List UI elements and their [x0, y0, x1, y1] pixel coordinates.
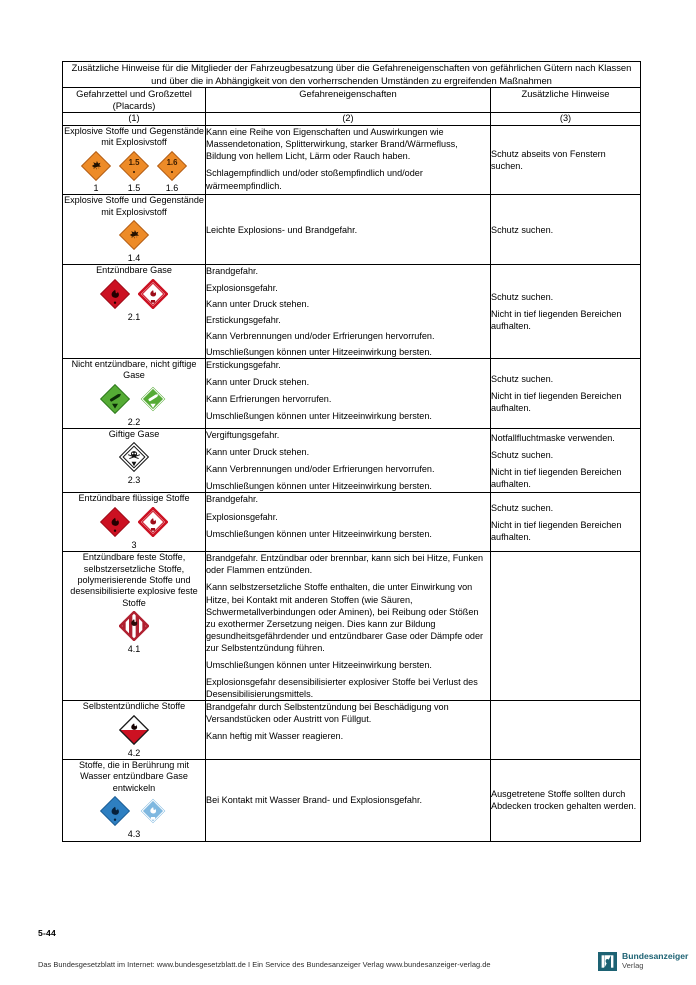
placard-2.1 — [100, 279, 130, 309]
placard-label: 4.3 — [127, 829, 141, 840]
hazard-text: Kann unter Druck stehen. — [206, 447, 310, 458]
page-number: 5-44 — [38, 928, 57, 938]
placard-4.2 — [119, 715, 149, 745]
hazard-text: Erstickungsgefahr. — [206, 314, 281, 325]
hazard-text: Vergiftungsgefahr. — [206, 430, 280, 441]
hazard-text: Schlagempfindlich und/oder stoßempfindlich und/oder wärmeempfindlich. — [206, 168, 423, 191]
note-text: Nicht in tief liegenden Bereichen aufhalten. — [491, 466, 622, 489]
hazard-text: Explosionsgefahr desensibilisierter explosiver Stoffe bei Verlust des Desensibilisierungsmittels. — [206, 677, 478, 700]
placard-label: 1.4 — [127, 252, 141, 263]
note-text: Schutz abseits von Fenstern suchen. — [491, 149, 606, 172]
placard-2.2 — [100, 384, 130, 414]
svg-text:1.5: 1.5 — [128, 157, 140, 167]
note-text: Schutz suchen. — [491, 373, 554, 384]
placard-1.5 — [119, 151, 149, 194]
placard-group — [63, 279, 205, 309]
additional-notes-cell — [491, 265, 641, 359]
hazard-text: Umschließungen können unter Hitzeeinwirkung bersten. — [206, 481, 432, 492]
hazard-text: Kann eine Reihe von Eigenschaften und Auswirkungen wie Massendetonation, Splitterwirkung, starker Brand/Wärmefluss, Bildung von hellem Licht, Lärm oder Rauch haben. — [206, 127, 458, 162]
placard-label: 4.2 — [127, 747, 141, 758]
table-row — [63, 126, 641, 195]
hazard-properties-cell — [206, 701, 491, 760]
hazard-class-name: Stoffe, die in Berührung mit Wasser entzündbare Gase entwickeln — [78, 760, 190, 793]
svg-text:1.6: 1.6 — [166, 157, 178, 167]
placard-2.2 — [138, 384, 168, 414]
placard-label: 3 — [131, 539, 137, 550]
placard-label: 1.5 — [127, 182, 141, 193]
placard-4.3 — [100, 796, 130, 826]
hazard-text: Explosionsgefahr. — [206, 511, 278, 522]
note-text: Nicht in tief liegenden Bereichen aufhalten. — [491, 390, 622, 414]
placard-group — [63, 442, 205, 472]
hazard-class-name: Explosive Stoffe und Gegenstände mit Explosivstoff — [64, 195, 204, 217]
brand-sub: Verlag — [622, 961, 644, 971]
additional-notes-cell — [491, 552, 641, 701]
header-col-placards: Gefahrzettel und Großzettel (Placards) — [63, 88, 206, 113]
placard-group — [63, 715, 205, 745]
hazard-text: Kann Erfrierungen hervorrufen. — [206, 394, 332, 405]
placard-group — [63, 507, 205, 537]
table-title-row — [63, 62, 641, 88]
colnum-3: (3) — [491, 113, 641, 126]
placard-cell — [63, 429, 206, 493]
table-row — [63, 552, 641, 701]
hazard-text: Kann Verbrennungen und/oder Erfrierungen hervorrufen. — [206, 464, 435, 475]
hazard-text: Brandgefahr. — [206, 494, 259, 505]
note-text: Schutz suchen. — [491, 502, 554, 513]
colnum-2: (2) — [206, 113, 491, 126]
hazard-text: Kann selbstzersetzliche Stoffe enthalten, die unter Einwirkung von Hitze, bei Kontakt mit anderen Stoffen (wie Säuren, Schwermetallverbindungen oder Aminen), bei Reibung oder Stößen zu exothermer Zersetzung neigen. Dies kann zur Bildung gesundheitsgefährdender und entzündbarer Gase oder Dämpfe oder zur Selbstentzündung führen. — [206, 582, 484, 653]
hazard-text: Explosionsgefahr. — [206, 282, 278, 293]
hazard-properties-cell — [206, 552, 491, 701]
table-body — [63, 126, 641, 841]
hazard-class-name: Entzündbare feste Stoffe, selbstzersetzliche Stoffe, polymerisierende Stoffe und desensibilisierte explosive feste Stoffe — [70, 552, 198, 608]
hazard-class-name: Selbstentzündliche Stoffe — [82, 701, 186, 712]
hazard-properties-cell — [206, 195, 491, 265]
note-text: Nicht in tief liegenden Bereichen aufhalten. — [491, 519, 622, 542]
table-colnum-row — [63, 113, 641, 126]
table-row — [63, 701, 641, 760]
placard-group — [63, 151, 205, 194]
footer-note: Das Bundesgesetzblatt im Internet: www.bundesgesetzblatt.de I Ein Service des Bundesanzeiger Verlag www.bundesanzeiger-verlag.de — [38, 960, 491, 969]
hazard-text: Bei Kontakt mit Wasser Brand- und Explosionsgefahr. — [206, 795, 422, 806]
note-text: Schutz suchen. — [491, 224, 554, 235]
hazard-properties-cell — [206, 265, 491, 359]
publisher-logo — [598, 952, 688, 971]
brand-name: Bundesanzeiger — [622, 951, 689, 962]
table-row — [63, 195, 641, 265]
header-col-notes: Zusätzliche Hinweise — [491, 88, 641, 113]
hazard-class-name: Explosive Stoffe und Gegenstände mit Explosivstoff — [64, 126, 204, 148]
placard-group — [63, 611, 205, 641]
placard-cell — [63, 760, 206, 842]
hazard-properties-cell — [206, 429, 491, 493]
table-row — [63, 493, 641, 552]
placard-1.4 — [119, 220, 149, 250]
placard-cell — [63, 701, 206, 760]
hazard-class-name: Entzündbare flüssige Stoffe — [78, 493, 190, 504]
hazard-text: Umschließungen können unter Hitzeeinwirkung bersten. — [206, 346, 432, 357]
placard-label: 4.1 — [127, 644, 141, 655]
placard-cell — [63, 552, 206, 701]
table-title: Zusätzliche Hinweise für die Mitglieder der Fahrzeugbesatzung über die Gefahreneigenschaften von gefährlichen Gütern nach Klassen und über die in Abhängigkeit von den vorherrschenden Umständen zu ergreifenden Maßnahmen — [63, 62, 641, 88]
hazard-properties-cell — [206, 126, 491, 195]
placard-cell — [63, 126, 206, 195]
placard-cell — [63, 265, 206, 359]
additional-notes-cell — [491, 126, 641, 195]
hazard-properties-cell — [206, 493, 491, 552]
header-col-hazards: Gefahreneigenschaften — [206, 88, 491, 113]
note-text: Nicht in tief liegenden Bereichen aufhalten. — [491, 309, 622, 332]
hazard-text: Brandgefahr. — [206, 266, 259, 277]
hazard-text: Erstickungsgefahr. — [206, 359, 281, 370]
additional-notes-cell — [491, 195, 641, 265]
placard-4.1 — [119, 611, 149, 641]
hazard-text: Umschließungen können unter Hitzeeinwirkung bersten. — [206, 660, 432, 671]
hazard-text: Umschließungen können unter Hitzeeinwirkung bersten. — [206, 411, 432, 422]
placard-3 — [100, 507, 130, 537]
additional-notes-cell — [491, 429, 641, 493]
hazard-text: Kann unter Druck stehen. — [206, 298, 310, 309]
hazard-class-name: Nicht entzündbare, nicht giftige Gase — [71, 358, 197, 381]
hazard-text: Kann Verbrennungen und/oder Erfrierungen hervorrufen. — [206, 330, 435, 341]
note-text: Ausgetretene Stoffe sollten durch Abdecken trocken gehalten werden. — [491, 789, 637, 812]
hazard-properties-cell — [206, 760, 491, 842]
additional-notes-cell — [491, 701, 641, 760]
hazard-text: Kann heftig mit Wasser reagieren. — [206, 731, 344, 742]
table-header-row — [63, 88, 641, 113]
placard-label: 2.2 — [127, 416, 141, 427]
additional-notes-cell — [491, 760, 641, 842]
placard-2.3 — [119, 442, 149, 472]
placard-label: 1 — [93, 182, 99, 193]
hazard-class-name: Giftige Gase — [108, 429, 160, 440]
placard-1 — [81, 151, 111, 194]
placard-4.3 — [138, 796, 168, 826]
table-row — [63, 358, 641, 428]
colnum-1: (1) — [63, 113, 206, 126]
note-text: Schutz suchen. — [491, 449, 554, 460]
placard-group — [63, 220, 205, 250]
hazard-text: Brandgefahr. Entzündbar oder brennbar, kann sich bei Hitze, Funken oder Flammen entzünden. — [206, 553, 484, 576]
additional-notes-cell — [491, 358, 641, 428]
placard-2.1 — [138, 279, 168, 309]
placard-cell — [63, 493, 206, 552]
bundesanzeiger-mark-icon — [598, 952, 617, 971]
placard-label: 2.3 — [127, 475, 141, 486]
table-row — [63, 265, 641, 359]
additional-notes-cell — [491, 493, 641, 552]
placard-3 — [138, 507, 168, 537]
placard-label: 2.1 — [127, 311, 141, 322]
hazard-class-name: Entzündbare Gase — [96, 265, 172, 276]
placard-group — [63, 796, 205, 826]
note-text: Notfallfluchtmaske verwenden. — [491, 432, 615, 443]
adr-table-container — [62, 61, 640, 842]
hazard-text: Leichte Explosions- und Brandgefahr. — [206, 224, 358, 235]
note-text: Schutz suchen. — [491, 292, 554, 303]
hazard-properties-cell — [206, 358, 491, 428]
adr-table — [62, 61, 641, 842]
placard-1.6 — [157, 151, 187, 194]
hazard-text: Umschließungen können unter Hitzeeinwirkung bersten. — [206, 528, 432, 539]
placard-cell — [63, 358, 206, 428]
table-row — [63, 760, 641, 842]
placard-group — [63, 384, 205, 414]
placard-cell — [63, 195, 206, 265]
table-row — [63, 429, 641, 493]
hazard-text: Kann unter Druck stehen. — [206, 377, 310, 388]
hazard-text: Brandgefahr durch Selbstentzündung bei Beschädigung von Versandstücken oder Austritt von Füllgut. — [206, 702, 449, 725]
placard-label: 1.6 — [165, 182, 179, 193]
brand-text — [622, 952, 688, 970]
